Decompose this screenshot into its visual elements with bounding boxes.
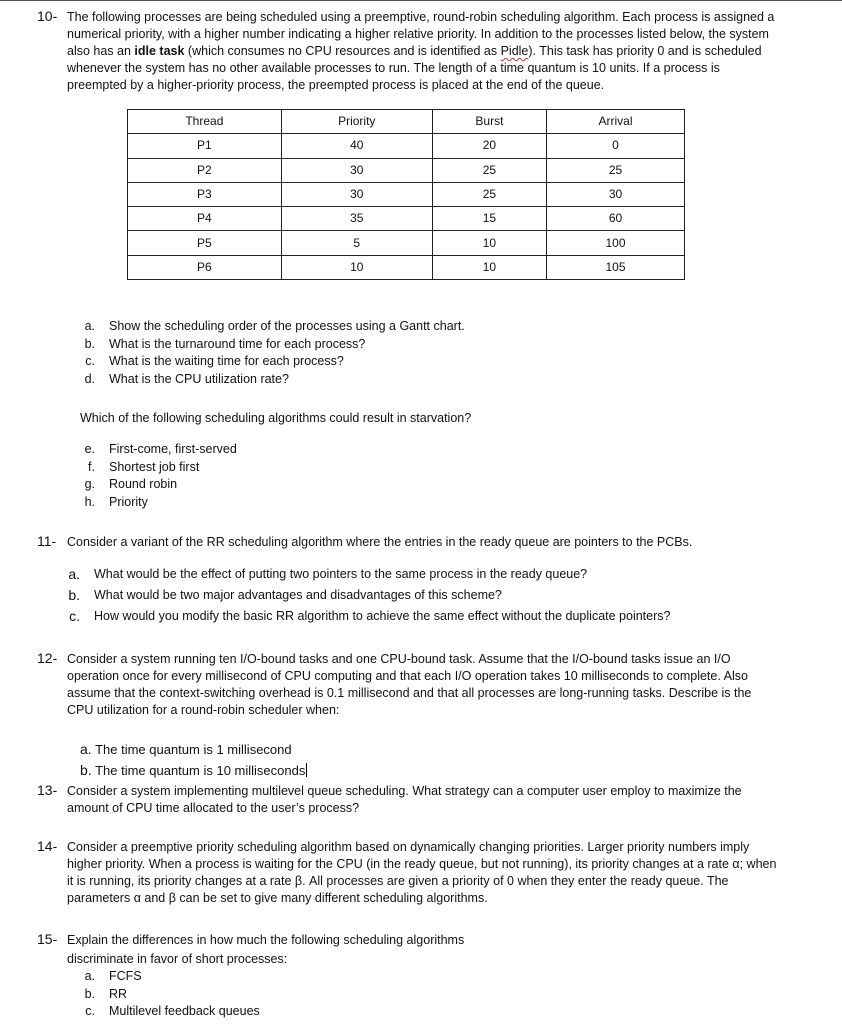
table-row xyxy=(128,158,685,182)
cell-thread: P4 xyxy=(128,207,282,231)
header-thread: Thread xyxy=(128,110,282,134)
table-row xyxy=(128,182,685,206)
header-priority: Priority xyxy=(281,110,432,134)
header-burst: Burst xyxy=(432,110,546,134)
question-10 xyxy=(37,8,777,94)
cell-priority: 10 xyxy=(281,255,432,279)
cell-burst: 10 xyxy=(432,231,546,255)
list-item: b. What is the turnaround time for each process? xyxy=(84,336,366,351)
question-text: Consider a variant of the RR scheduling algorithm where the entries in the ready queue are pointers to the PCBs. xyxy=(67,535,693,549)
list-item: a. The time quantum is 1 millisecond xyxy=(80,741,292,757)
starvation-options-list xyxy=(66,441,237,511)
cell-thread: P3 xyxy=(128,182,282,206)
q15-parts-list xyxy=(66,968,260,1021)
cell-burst: 10 xyxy=(432,255,546,279)
cell-arrival: 25 xyxy=(547,158,685,182)
cell-thread: P5 xyxy=(128,231,282,255)
table-row xyxy=(128,134,685,158)
page-top-border xyxy=(0,0,842,1)
cell-arrival: 0 xyxy=(547,134,685,158)
cell-burst: 20 xyxy=(432,134,546,158)
question-number: 14- xyxy=(37,838,58,854)
q11-parts-list xyxy=(52,566,670,629)
header-arrival: Arrival xyxy=(547,110,685,134)
question-number: 10- xyxy=(37,8,58,24)
list-item: c. Multilevel feedback queues xyxy=(85,1004,260,1019)
process-table xyxy=(127,109,685,280)
question-14 xyxy=(37,838,777,907)
list-item: c. How would you modify the basic RR algorithm to achieve the same effect without the duplicate pointers? xyxy=(69,608,671,624)
list-item: e. First-come, first-served xyxy=(84,442,237,456)
question-text: Explain the differences in how much the following scheduling algorithms discriminate in favor of short processes: xyxy=(67,933,465,966)
list-item: a. What would be the effect of putting two pointers to the same process in the ready queue? xyxy=(68,566,588,582)
cell-priority: 5 xyxy=(281,231,432,255)
question-text: The following processes are being scheduled using a preemptive, round-robin scheduling algorithm. Each process is assigned a numerical priority, with a higher number indicating a higher relative priority. In addition to the processes listed below, the system also has an idle task (which consumes no CPU resources and is identified as Pidle). This task has priority 0 and is scheduled whenever the system has no other available processes to run. The length of a time quantum is 10 units. If a process is preempted by a higher-priority process, the preempted process is placed at the end of the queue. xyxy=(67,10,775,92)
list-item: b. What would be two major advantages and disadvantages of this scheme? xyxy=(68,587,502,603)
list-item: d. What is the CPU utilization rate? xyxy=(84,371,289,386)
list-item: g. Round robin xyxy=(84,477,178,492)
question-number: 13- xyxy=(37,782,58,798)
question-15 xyxy=(37,930,777,969)
cell-arrival: 30 xyxy=(547,182,685,206)
list-item: a. Show the scheduling order of the processes using a Gantt chart. xyxy=(84,319,465,333)
list-item: b. The time quantum is 10 milliseconds xyxy=(80,762,306,778)
question-text: Consider a system running ten I/O-bound tasks and one CPU-bound task. Assume that the I/O-bound tasks issue an I/O operation once for every millisecond of CPU computing and that each I/O operation takes 10 milliseconds to complete. Also assume that the context-switching overhead is 0.1 millisecond and that all processes are long-running tasks. Describe is the CPU utilization for a round-robin scheduler when: xyxy=(67,652,752,717)
table-row xyxy=(128,207,685,231)
pidle-term: Pidle xyxy=(500,44,529,58)
cell-thread: P1 xyxy=(128,134,282,158)
q12-parts xyxy=(80,739,307,781)
list-item: a. FCFS xyxy=(84,969,142,983)
cell-priority: 40 xyxy=(281,134,432,158)
question-13 xyxy=(37,782,777,817)
cell-priority: 30 xyxy=(281,158,432,182)
cell-priority: 30 xyxy=(281,182,432,206)
question-text: Consider a system implementing multilevel queue scheduling. What strategy can a computer user employ to maximize the amount of CPU time allocated to the user’s process? xyxy=(67,784,742,815)
cell-burst: 25 xyxy=(432,182,546,206)
table-header-row xyxy=(128,110,685,134)
question-number: 12- xyxy=(37,650,58,666)
starvation-question: Which of the following scheduling algorithms could result in starvation? xyxy=(80,411,472,425)
cell-arrival: 60 xyxy=(547,207,685,231)
idle-task-bold: idle task xyxy=(134,44,185,58)
question-number: 15- xyxy=(37,931,58,947)
question-text: Consider a preemptive priority scheduling algorithm based on dynamically changing priorities. Larger priority numbers imply higher priority. When a process is waiting for the CPU (in the ready queue, but not running), its priority changes at a rate α; when it is running, its priority changes at a rate β. All processes are given a priority of 0 when they enter the ready queue. The parameters α and β can be set to give many different scheduling algorithms. xyxy=(67,840,777,905)
list-item: b. RR xyxy=(84,986,128,1001)
question-12 xyxy=(37,650,777,719)
question-number: 11- xyxy=(37,533,57,549)
cell-burst: 25 xyxy=(432,158,546,182)
cell-priority: 35 xyxy=(281,207,432,231)
list-item: h. Priority xyxy=(84,494,148,509)
cell-thread: P2 xyxy=(128,158,282,182)
table-row xyxy=(128,231,685,255)
cell-thread: P6 xyxy=(128,255,282,279)
cell-arrival: 100 xyxy=(547,231,685,255)
question-11 xyxy=(37,533,777,551)
list-item: c. What is the waiting time for each process? xyxy=(85,354,344,369)
cell-arrival: 105 xyxy=(547,255,685,279)
text-cursor xyxy=(306,763,307,777)
list-item: f. Shortest job first xyxy=(88,459,200,474)
cell-burst: 15 xyxy=(432,207,546,231)
q10-parts-list xyxy=(66,318,465,388)
table-row xyxy=(128,255,685,279)
